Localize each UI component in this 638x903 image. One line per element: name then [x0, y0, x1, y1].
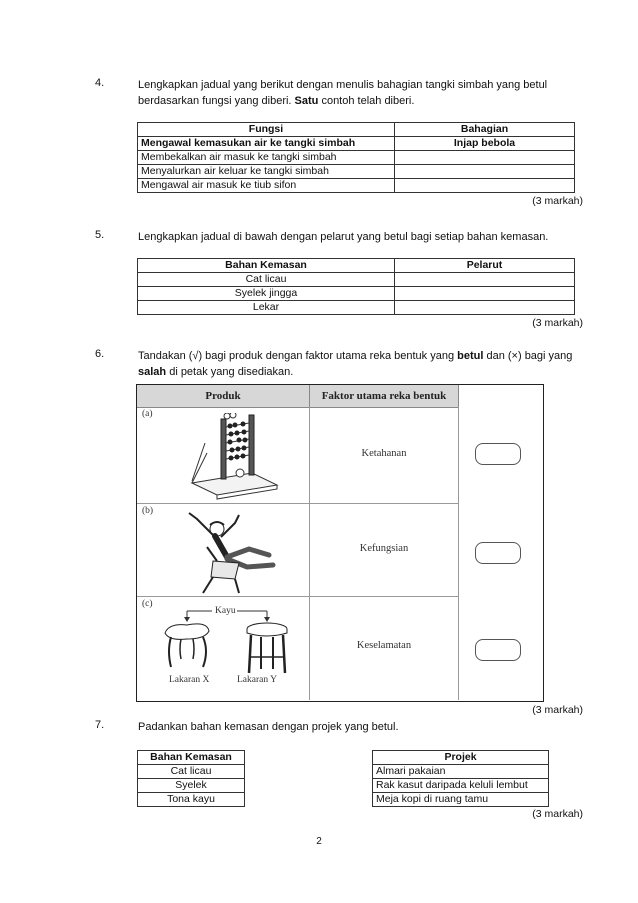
answer-box-b[interactable]: [475, 542, 521, 564]
q5-pelarut-answer[interactable]: [395, 273, 575, 287]
q6-text-part: Tandakan (√) bagi produk dengan faktor utama reka bentuk yang: [138, 350, 458, 362]
q6-text: [138, 348, 588, 380]
q6-number: 6.: [95, 348, 105, 360]
q4-fungsi-cell: Menyalurkan air keluar ke tangki simbah: [138, 165, 395, 179]
q7-header-projek: Projek: [373, 751, 549, 765]
q5-bahan-cell: Lekar: [138, 301, 395, 315]
table-row: [373, 765, 549, 779]
q7-bahan-item[interactable]: Tona kayu: [138, 793, 245, 807]
q5-bahan-cell: Syelek jingga: [138, 287, 395, 301]
q4-fungsi-cell: Mengawal air masuk ke tiub sifon: [138, 179, 395, 193]
q7-projek-table: [372, 750, 549, 807]
q7-projek-item[interactable]: Meja kopi di ruang tamu: [373, 793, 549, 807]
table-row: [138, 151, 575, 165]
q4-bahagian-answer[interactable]: [395, 179, 575, 193]
q5-number: 5.: [95, 229, 105, 241]
q5-header-bahan: Bahan Kemasan: [138, 259, 395, 273]
q5-table: [137, 258, 575, 315]
q4-number: 4.: [95, 77, 105, 89]
q7-bahan-item[interactable]: Cat licau: [138, 765, 245, 779]
factor-c: Keselamatan: [356, 640, 412, 651]
kayu-label: Kayu: [215, 606, 236, 616]
q4-fungsi-cell: Membekalkan air masuk ke tangki simbah: [138, 151, 395, 165]
falling-person-illustration: [177, 509, 292, 595]
q4-bahagian-answer[interactable]: [395, 165, 575, 179]
table-row: [138, 137, 575, 151]
q7-bahan-table: [137, 750, 245, 807]
q4-marks: (3 markah): [532, 195, 583, 207]
table-row: [138, 779, 245, 793]
table-row: [138, 179, 575, 193]
q4-text: [138, 77, 588, 109]
lakaran-y-label: Lakaran Y: [237, 675, 277, 685]
item-label-a: (a): [142, 409, 153, 419]
q4-fungsi-cell: Mengawal kemasukan air ke tangki simbah: [138, 137, 395, 151]
q5-marks: (3 markah): [532, 317, 583, 329]
q7-projek-item[interactable]: Rak kasut daripada keluli lembut: [373, 779, 549, 793]
q4-bahagian-answer[interactable]: [395, 151, 575, 165]
abacus-toy-illustration: [177, 413, 287, 501]
q6-figure: [136, 384, 544, 702]
factor-a: Ketahanan: [361, 448, 407, 459]
table-row: [138, 765, 245, 779]
table-row: [138, 273, 575, 287]
q4-bahagian-cell: Injap bebola: [395, 137, 575, 151]
figure-header-produk: Produk: [137, 385, 310, 408]
q7-projek-item[interactable]: Almari pakaian: [373, 765, 549, 779]
q7-header-bahan: Bahan Kemasan: [138, 751, 245, 765]
answer-box-c[interactable]: [475, 639, 521, 661]
q7-marks: (3 markah): [532, 808, 583, 820]
figure-header-faktor: Faktor utama reka bentuk: [310, 385, 459, 408]
q6-marks: (3 markah): [532, 704, 583, 716]
table-row: [138, 793, 245, 807]
q4-text-part: contoh telah diberi.: [318, 95, 415, 107]
q7-text: Padankan bahan kemasan dengan projek yang betul.: [138, 721, 399, 733]
q5-bahan-cell: Cat licau: [138, 273, 395, 287]
item-label-b: (b): [142, 506, 154, 516]
q6-text-bold: betul: [457, 350, 484, 362]
page-number: 2: [316, 836, 322, 847]
q4-header-bahagian: Bahagian: [395, 123, 575, 137]
q6-text-part: dan (×) bagi yang: [483, 350, 573, 362]
table-row: [373, 779, 549, 793]
q6-text-bold: salah: [138, 366, 167, 378]
item-label-c: (c): [142, 599, 153, 609]
q4-table: [137, 122, 575, 193]
table-row: [138, 287, 575, 301]
q5-text: Lengkapkan jadual di bawah dengan pelarut yang betul bagi setiap bahan kemasan.: [138, 231, 549, 243]
answer-box-a[interactable]: [475, 443, 521, 465]
q4-text-part: Lengkapkan jadual yang berikut dengan menulis bahagian tangki simbah yang betul berdasarkan fungsi yang diberi.: [138, 79, 548, 107]
table-row: [138, 165, 575, 179]
table-row: [138, 301, 575, 315]
lakaran-x-label: Lakaran X: [169, 675, 210, 685]
q5-pelarut-answer[interactable]: [395, 287, 575, 301]
q7-bahan-item[interactable]: Syelek: [138, 779, 245, 793]
q5-pelarut-answer[interactable]: [395, 301, 575, 315]
q4-text-bold: Satu: [294, 95, 319, 107]
table-row: [373, 793, 549, 807]
q5-header-pelarut: Pelarut: [395, 259, 575, 273]
q7-number: 7.: [95, 719, 105, 731]
q6-text-part: di petak yang disediakan.: [166, 366, 294, 378]
q4-header-fungsi: Fungsi: [138, 123, 395, 137]
factor-b: Kefungsian: [359, 543, 409, 554]
